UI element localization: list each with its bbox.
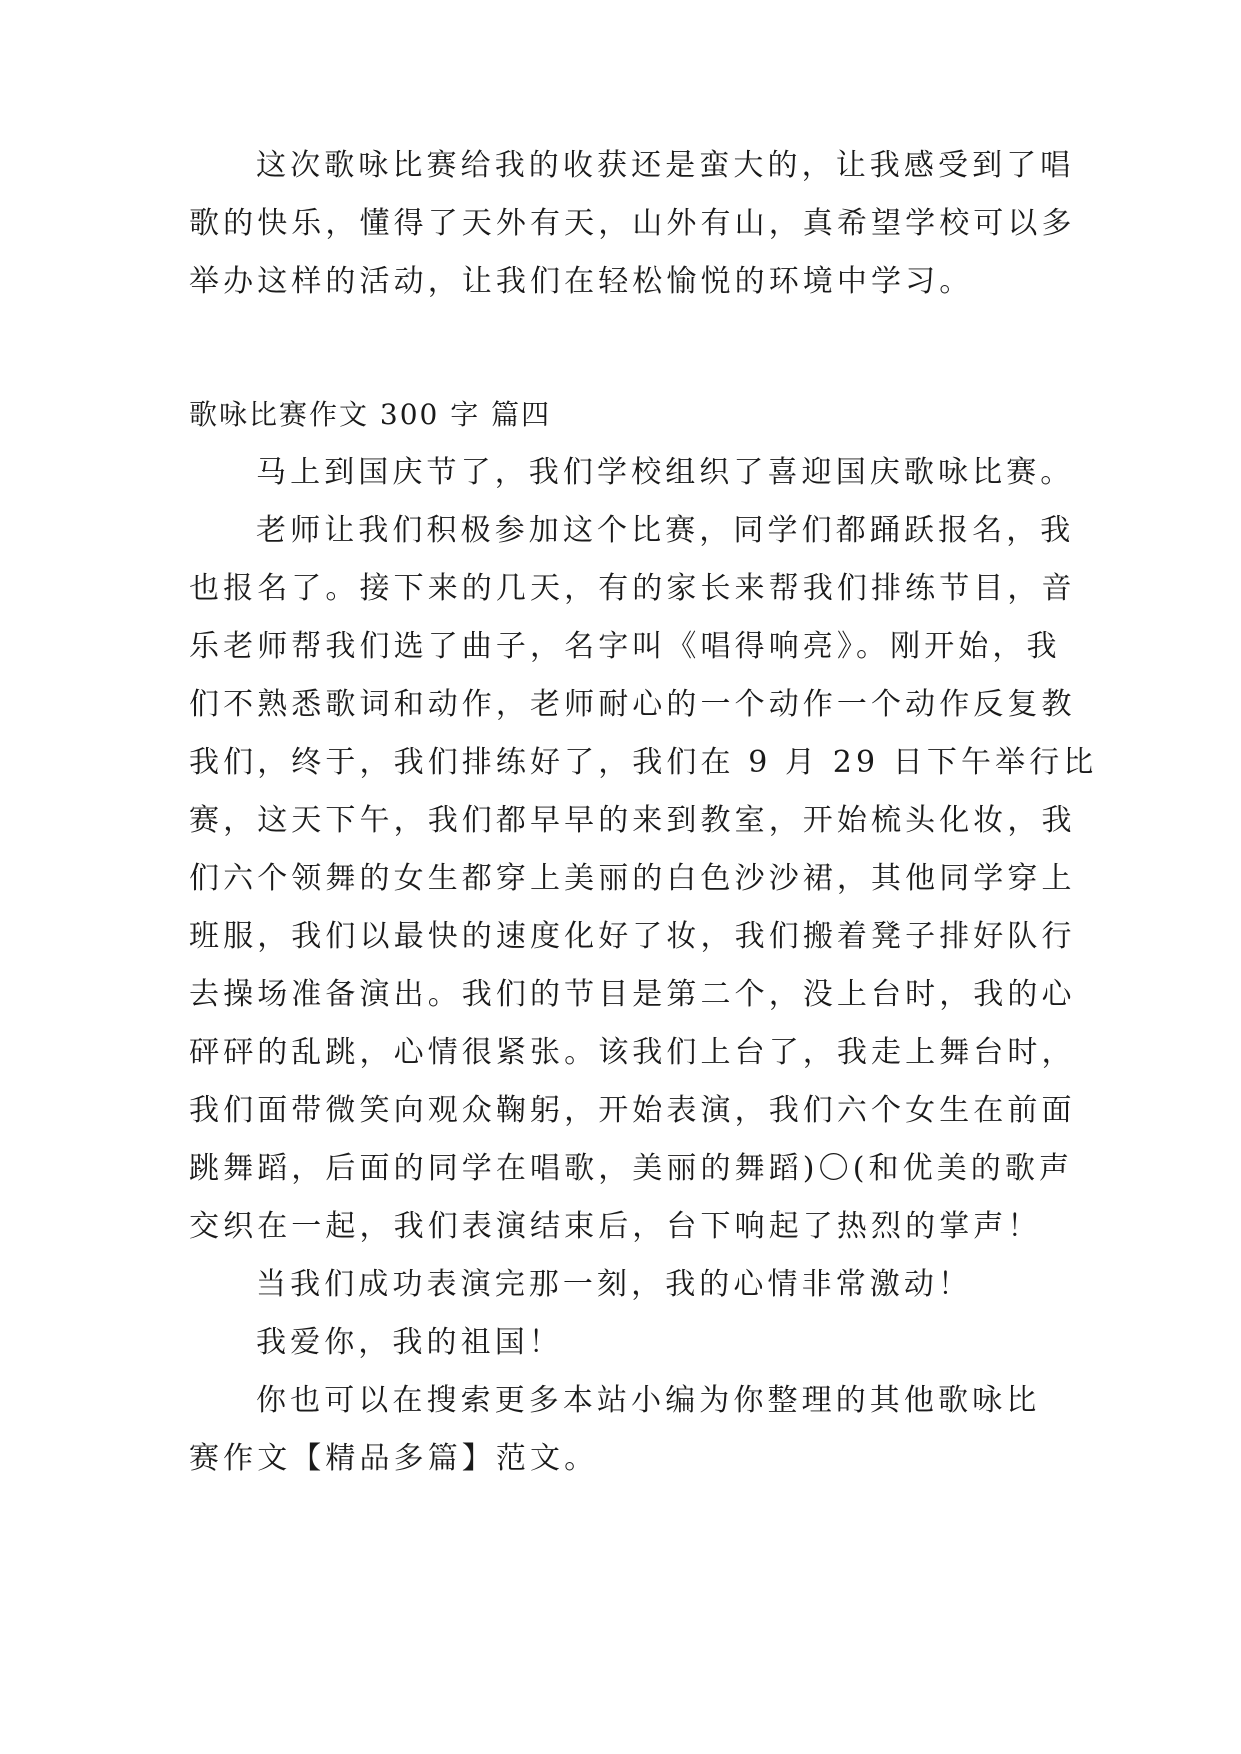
intro-line-3: 举办这样的活动，让我们在轻松愉悦的环境中学习。 [189, 264, 974, 299]
paragraph-2-line-1: 老师让我们积极参加这个比赛，同学们都踊跃报名，我 [256, 513, 1075, 548]
paragraph-2-line-4: 们不熟悉歌词和动作，老师耐心的一个动作一个动作反复教 [189, 687, 1076, 722]
paragraph-2-line-6: 赛，这天下午，我们都早早的来到教室，开始梳头化妆，我 [189, 803, 1076, 838]
paragraph-4-line-1: 我爱你，我的祖国！ [256, 1325, 563, 1360]
closing-line-1: 你也可以在搜索更多本站小编为你整理的其他歌咏比 [256, 1383, 1041, 1418]
section-heading: 歌咏比赛作文 300 字 篇四 [189, 398, 552, 431]
paragraph-2-line-7: 们六个领舞的女生都穿上美丽的白色沙沙裙，其他同学穿上 [189, 861, 1076, 896]
closing-line-2: 赛作文【精品多篇】范文。 [189, 1441, 599, 1476]
paragraph-1-line-1: 马上到国庆节了，我们学校组织了喜迎国庆歌咏比赛。 [256, 455, 1075, 490]
paragraph-2-line-9: 去操场准备演出。我们的节目是第二个，没上台时，我的心 [189, 977, 1076, 1012]
paragraph-2-line-8: 班服，我们以最快的速度化好了妆，我们搬着凳子排好队行 [189, 919, 1076, 954]
intro-line-1: 这次歌咏比赛给我的收获还是蛮大的，让我感受到了唱 [256, 148, 1075, 183]
intro-line-2: 歌的快乐，懂得了天外有天，山外有山，真希望学校可以多 [189, 206, 1076, 241]
paragraph-2-line-2: 也报名了。接下来的几天，有的家长来帮我们排练节目，音 [189, 571, 1076, 606]
paragraph-3-line-1: 当我们成功表演完那一刻，我的心情非常激动！ [256, 1267, 973, 1302]
paragraph-2-line-12: 跳舞蹈，后面的同学在唱歌，美丽的舞蹈)〇(和优美的歌声 [189, 1151, 1074, 1186]
paragraph-2-line-11: 我们面带微笑向观众鞠躬，开始表演，我们六个女生在前面 [189, 1093, 1076, 1128]
paragraph-2-line-13: 交织在一起，我们表演结束后，台下响起了热烈的掌声！ [189, 1209, 1042, 1244]
paragraph-2-line-3: 乐老师帮我们选了曲子，名字叫《唱得响亮》。刚开始，我 [189, 629, 1061, 664]
paragraph-2-line-5: 我们，终于，我们排练好了，我们在 9 月 29 日下午举行比 [189, 745, 1098, 780]
paragraph-2-line-10: 砰砰的乱跳，心情很紧张。该我们上台了，我走上舞台时， [189, 1035, 1076, 1070]
